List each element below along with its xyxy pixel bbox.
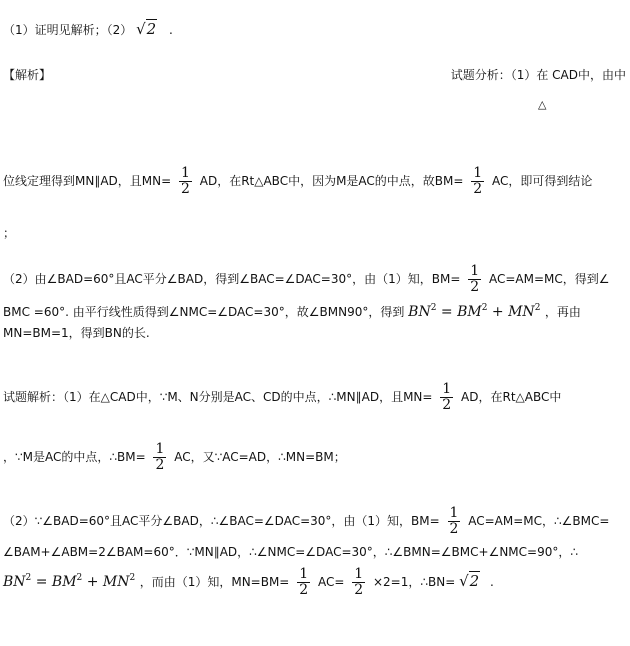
answer-line: （1）证明见解析；（2） √2 . — [3, 20, 173, 38]
fraction-half: $\frac{1}{2}$ — [442, 381, 452, 413]
solution-line-5: $BN^2 = BM^2 + MN^2$ ，而由（1）知，MN=BM= $\frac{1}{2}$ AC= $\frac{1}{2}$ ×2=1，∴BN= √2 . — [3, 566, 494, 598]
solution-line-2: ，∵M是AC的中点，∴BM= $\frac{1}{2}$ AC，又∵AC=AD，∴MN=BM； — [3, 441, 346, 473]
pythagorean-formula: $BN^2 = BM^2 + MN^2$ — [408, 303, 541, 320]
sqrt-2: √2 — [136, 20, 157, 38]
jiexi-title: 【解析】 — [3, 68, 52, 82]
fraction-half: $\frac{1}{2}$ — [470, 263, 480, 295]
analysis-line-5: MN=BM=1，得到BN的长. — [3, 326, 150, 340]
solution-line-3: （2）∵∠BAD=60°且AC平分∠BAD，∴∠BAC=∠DAC=30°，由（1）知，BM= $\frac{1}{2}$ AC=AM=MC，∴∠BMC= — [3, 505, 610, 537]
fraction-half: $\frac{1}{2}$ — [449, 505, 459, 537]
fraction-half: $\frac{1}{2}$ — [473, 165, 483, 197]
triangle-symbol: △ — [538, 98, 547, 111]
analysis-line-4: BMC =60°. 由平行线性质得到∠NMC=∠DAC=30°，故∠BMN90°，得到 $BN^2 = BM^2 + MN^2$ ，再由 — [3, 303, 581, 320]
answer-text: （1）证明见解析；（2） — [3, 23, 133, 37]
semicolon: ； — [3, 226, 16, 240]
fraction-half: $\frac{1}{2}$ — [354, 566, 364, 598]
fraction-half: $\frac{1}{2}$ — [181, 165, 190, 197]
analysis-line-1: 试题分析：（1）在 CAD中，由中 — [450, 68, 626, 82]
pythagorean-formula-2: $BN^2 = BM^2 + MN^2$ — [3, 573, 136, 590]
analysis-line-2: 位线定理得到MN∥AD，且MN= $\frac{1}{2}$ AD，在Rt△ABC中，因为M是AC的中点，故BM= $\frac{1}{2}$ AC，即可得到结论 — [3, 165, 593, 197]
sqrt-2-result: √2 — [459, 572, 480, 590]
fraction-half: $\frac{1}{2}$ — [155, 441, 165, 473]
solution-line-4: ∠BAM+∠ABM=2∠BAM=60°．∵MN∥AD，∴∠NMC=∠DAC=30°，∴∠BMN=∠BMC+∠NMC=90°，∴ — [3, 545, 578, 559]
fraction-half: $\frac{1}{2}$ — [299, 566, 309, 598]
solution-line-1: 试题解析：（1）在△CAD中，∵M、N分别是AC、CD的中点，∴MN∥AD，且MN= $\frac{1}{2}$ AD，在Rt△ABC中 — [3, 381, 562, 413]
analysis-line-3: （2）由∠BAD=60°且AC平分∠BAD，得到∠BAC=∠DAC=30°，由（1）知，BM= $\frac{1}{2}$ AC=AM=MC，得到∠ — [3, 263, 610, 295]
